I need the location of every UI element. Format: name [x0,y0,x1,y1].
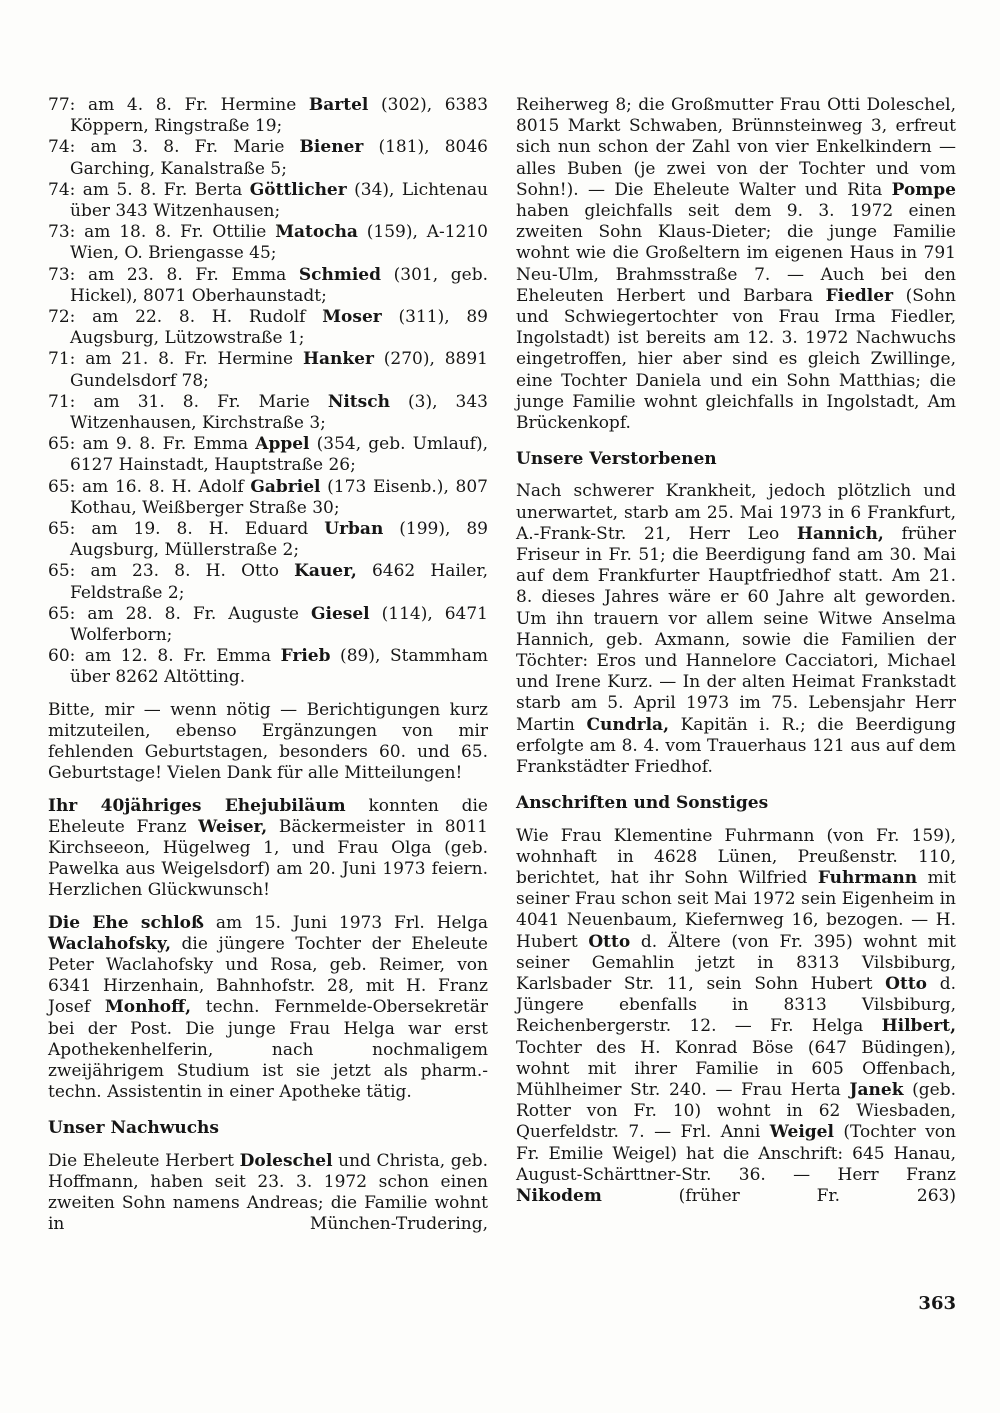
birthday-entry [48,95,488,137]
bold-name: Frieb [280,646,331,667]
text-segment: Tochter des H. Konrad Böse (647 Büdingen), wohnt mit ihrer Familie in 605 Offenbach, Mühlheimer Str. 240. — Frau Herta [516,1037,956,1100]
birthday-entry [48,180,488,222]
bold-name: Fuhrmann [817,867,918,888]
text-segment: d. Ältere (von Fr. 395) wohnt mit seiner Gemahlin jetzt in 8313 Vilsbiburg, Karlsbader Str. 11, sein Sohn Hubert [516,931,956,994]
bold-name: Matocha [275,222,358,243]
text-segment: (181), 8046 Garching, Kanalstraße 5; [70,137,488,179]
bold-name: Weiser, [198,816,268,837]
text-segment: (270), 8891 Gundelsdorf 78; [70,349,488,391]
text-segment: 65: am 23. 8. H. Otto [48,561,295,582]
paragraph [48,913,488,1104]
birthday-entry [48,349,488,391]
text-segment: 60: am 12. 8. Fr. Emma [48,646,281,667]
bold-name: Hanker [302,349,374,370]
section-heading [516,793,956,814]
text-segment: (geb. Rotter von Fr. 10) wohnt in 62 Wiesbaden, Querfeldstr. 7. — Frl. Anni [516,1079,956,1143]
text-segment: (302), 6383 Köppern, Ringstraße 19; [70,95,489,137]
bold-name: Moser [322,307,382,328]
bold-name: Otto [588,931,631,952]
bold-name: Waclahofsky, [48,933,171,954]
text-segment: Bäckermeister in 8011 Kirchseeon, Hügelweg 1, und Frau Olga (geb. Pawelka aus Weigelsdorf) am 20. Juni 1973 feiern. Herzlichen Glückwunsch! [48,816,489,901]
bold-name: Doleschel [239,1150,333,1171]
bold-name: Nitsch [327,391,390,412]
birthday-entry [48,137,488,179]
birthday-entry [48,519,488,561]
text-segment: Kapitän i. R.; die Beerdigung erfolgte am 8. 4. vom Trauerhaus 121 aus auf dem Frankstädter Friedhof. [516,714,956,778]
text-segment: 65: am 28. 8. Fr. Auguste [48,603,311,624]
text-segment: 74: am 5. 8. Fr. Berta [48,179,250,200]
text-segment: d. Jüngere ebenfalls in 8313 Vilsbiburg, Reichenbergerstr. 12. — Fr. Helga [516,973,956,1037]
bold-name: Hannich, [796,523,884,544]
bold-name: Cundrla, [586,714,669,735]
text-segment: techn. Fernmelde-Obersekretär bei der Post. Die junge Frau Helga war erst Apothekenhelferin, nach nochmaligem zweijährigem Studium ist sie jetzt als pharm.-techn. Assistentin in einer Apotheke tätig. [48,997,488,1103]
paragraph [516,826,956,1208]
bold-name: Bartel [308,95,369,115]
birthday-entry [48,434,488,476]
text-segment: Bitte, mir — wenn nötig — Berichtigungen kurz mitzuteilen, ebenso Ergänzungen von mir fehlenden Geburtstagen, besonders 60. und 65. Geburtstage! Vielen Dank für alle Mitteilungen! [48,699,488,784]
text-segment: 73: am 23. 8. Fr. Emma [48,264,299,285]
text-segment: 72: am 22. 8. H. Rudolf [48,307,323,328]
bold-name: Monhoff, [104,997,192,1018]
bold-name: Biener [299,137,364,158]
birthday-entry [48,222,488,264]
text-columns [48,95,956,1235]
text-segment: (354, geb. Umlauf), 6127 Hainstadt, Hauptstraße 26; [70,434,488,476]
bold-name: Janek [849,1079,904,1100]
text-segment: (311), 89 Augsburg, Lützowstraße 1; [70,307,488,349]
text-segment: (301, geb. Hickel), 8071 Oberhaunstadt; [70,264,488,306]
text-segment: haben gleichfalls seit dem 9. 3. 1972 einen zweiten Sohn Klaus-Dieter; die junge Familie wohnt wie die Großeltern im eigenen Haus in 791 Neu-Ulm, Brahmsstraße 7. — Auch bei den Eheleuten Herbert und Barbara [516,201,956,306]
text-segment: 65: am 19. 8. H. Eduard [48,519,325,540]
text-segment: 77: am 4. 8. Fr. Hermine [48,95,309,115]
text-segment: Wie Frau Klementine Fuhrmann (von Fr. 159), wohnhaft in 4628 Lünen, Preußenstr. 110, berichtet, hat ihr Sohn Wilfried [516,825,956,888]
text-segment: (Sohn und Schwiegertochter von Frau Irma Fiedler, Ingolstadt) ist bereits am 12. 3. 1972 Nachwuchs eingetroffen, hier aber sind es gleich Zwillinge, eine Tochter Daniela und ein Sohn Matthias; die junge Familie wohnt gleichfalls in Ingolstadt, Am Brückenkopf. [516,285,956,434]
bold-name: Unsere Verstorbenen [516,449,717,470]
bold-name: Die Ehe schloß [48,912,204,933]
text-segment: mit seiner Frau schon seit Mai 1972 sein Eigenheim in 4041 Neuenbaum, Kiefernweg 16, bezogen. — H. Hubert [516,867,956,952]
text-segment: konnten die Eheleute Franz [48,795,488,837]
text-segment: die jüngere Tochter der Eheleute Peter Waclahofsky und Rosa, geb. Reimer, von 6341 Hirzenhain, Bahnhofstr. 28, mit H. Franz Josef [48,933,488,1018]
text-segment: 71: am 31. 8. Fr. Marie [48,391,328,412]
text-segment: Die Eheleute Herbert [48,1150,240,1171]
birthday-entry [48,307,488,349]
paragraph [48,1151,488,1236]
left-column [48,95,488,1235]
birthday-entry [48,604,488,646]
text-segment: Reiherweg 8; die Großmutter Frau Otti Doleschel, 8015 Markt Schwaben, Brünnsteinweg 3, erfreut sich nun schon der Zahl von vier Enkelkindern — alles Buben (je zwei von der Tochter und vom Sohn!). — Die Eheleute Walter und Rita [516,95,956,200]
text-segment: 65: am 9. 8. Fr. Emma [48,434,256,455]
right-column [516,95,956,1235]
paragraph [516,481,956,778]
text-segment: (159), A-1210 Wien, O. Briengasse 45; [70,222,488,264]
text-segment: (3), 343 Witzenhausen, Kirchstraße 3; [70,391,488,434]
section-heading [48,1118,488,1139]
bold-name: Pompe [891,179,956,200]
section-heading [516,449,956,470]
page-number: 363 [918,1293,956,1314]
text-segment: (früher Fr. 263) [601,1185,956,1206]
text-segment: 65: am 16. 8. H. Adolf [48,476,251,497]
bold-name: Gabriel [250,476,321,497]
bold-name: Schmied [298,264,382,285]
text-segment: (89), Stammham über 8262 Altötting. [70,646,488,688]
text-segment: (199), 89 Augsburg, Müllerstraße 2; [70,519,488,561]
text-segment: Nach schwerer Krankheit, jedoch plötzlich und unerwartet, starb am 25. Mai 1973 in 6 Frankfurt, A.-Frank-Str. 21, Herr Leo [516,481,956,544]
text-segment: am 15. Juni 1973 Frl. Helga [203,912,489,933]
text-segment: früher Friseur in Fr. 51; die Beerdigung fand am 30. Mai auf dem Frankfurter Hauptfriedhof statt. Am 21. 8. dieses Jahres wäre er 60 Jahre alt geworden. Um ihn trauern vor allem seine Witwe Anselma Hannich, geb. Axmann, sowie die Familien der Töchter: Eros und Hannelore Cacciatori, Michael und Irene Kurz. — In der alten Heimat Frankstadt starb am 5. April 1973 im 75. Lebensjahr Herr Martin [516,523,956,735]
birthday-entry [48,265,488,307]
paragraph [516,95,956,434]
bold-name: Weigel [769,1122,834,1143]
bold-name: Anschriften und Sonstiges [516,793,769,814]
text-segment: (34), Lichtenau über 343 Witzenhausen; [70,179,488,222]
text-segment: 74: am 3. 8. Fr. Marie [48,137,300,158]
bold-name: Unser Nachwuchs [48,1118,219,1139]
birthday-entry [48,646,488,688]
paragraph [48,796,488,902]
bold-name: Kauer, [294,561,357,582]
bold-name: Fiedler [825,285,894,306]
birthday-entry [48,477,488,519]
birthday-entry [48,392,488,434]
text-segment: 6462 Hailer, Feldstraße 2; [70,561,488,603]
bold-name: Ihr 40jähriges Ehejubiläum [48,795,346,816]
bold-name: Appel [255,434,310,455]
bold-name: Otto [885,973,928,994]
text-segment: 71: am 21. 8. Fr. Hermine [48,349,303,370]
bold-name: Göttlicher [249,179,347,200]
bold-name: Hilbert, [881,1016,956,1037]
text-segment: (173 Eisenb.), 807 Kothau, Weißberger Straße 30; [70,476,488,518]
text-segment: (Tochter von Fr. Emilie Weigel) hat die Anschrift: 645 Hanau, August-Schärttner-Str. 36. — Herr Franz [516,1122,956,1185]
bold-name: Nikodem [516,1185,602,1206]
text-segment: 73: am 18. 8. Fr. Ottilie [48,222,276,243]
paragraph [48,700,488,785]
text-segment: und Christa, geb. Hoffmann, haben seit 23. 3. 1972 schon einen zweiten Sohn namens Andreas; die Familie wohnt in München-Trudering, [48,1150,488,1235]
birthday-entry [48,561,488,603]
bold-name: Urban [324,519,384,540]
text-segment: (114), 6471 Wolferborn; [70,603,488,646]
bold-name: Giesel [310,603,370,624]
